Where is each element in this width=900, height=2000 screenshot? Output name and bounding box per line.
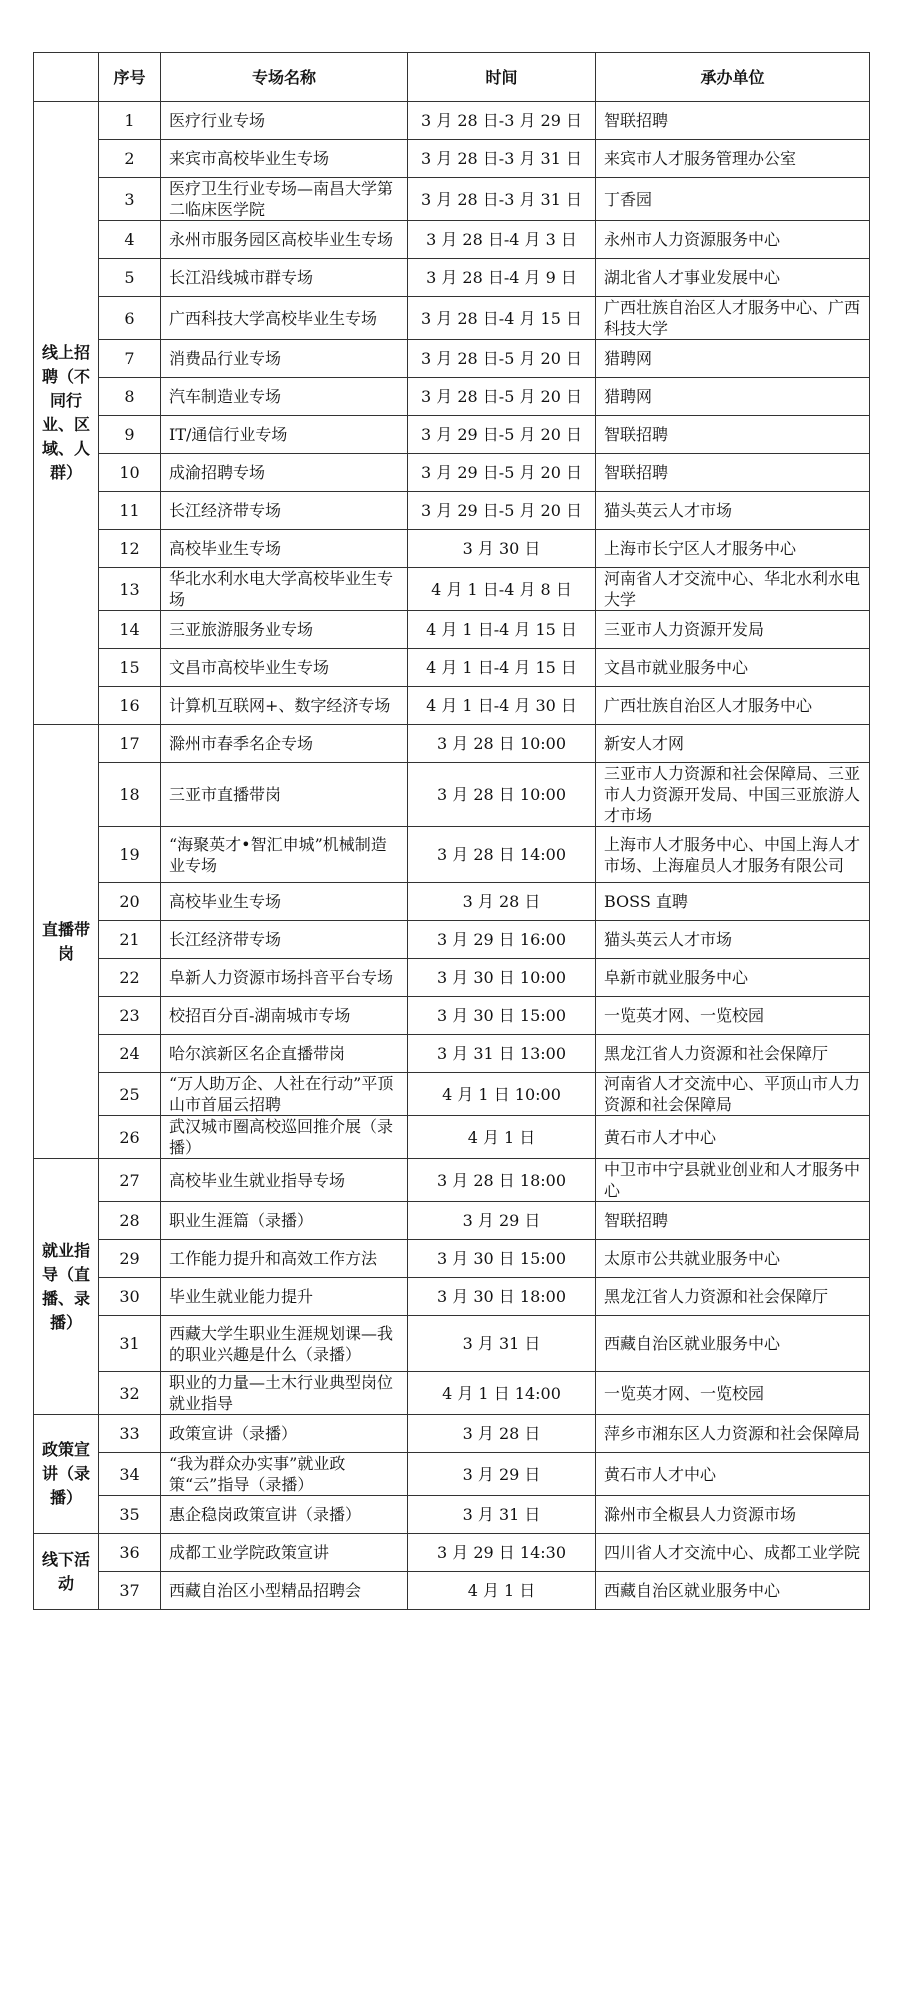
- organizer-cell: 阜新市就业服务中心: [596, 959, 870, 997]
- serial-number-cell: 25: [99, 1073, 161, 1116]
- serial-number-cell: 24: [99, 1035, 161, 1073]
- organizer-cell: 四川省人才交流中心、成都工业学院: [596, 1534, 870, 1572]
- organizer-cell: 广西壮族自治区人才服务中心、广西科技大学: [596, 297, 870, 340]
- header-organizer: 承办单位: [596, 53, 870, 102]
- session-name-cell: IT/通信行业专场: [161, 416, 408, 454]
- time-cell: 3 月 28 日-3 月 29 日: [408, 102, 596, 140]
- session-name-cell: 哈尔滨新区名企直播带岗: [161, 1035, 408, 1073]
- category-label: 就业指导（直播、录播）: [41, 1240, 90, 1332]
- serial-number-cell: 31: [99, 1316, 161, 1372]
- table-row: [34, 178, 870, 221]
- organizer-cell: 永州市人力资源服务中心: [596, 221, 870, 259]
- table-row: [34, 1240, 870, 1278]
- header-category: [34, 53, 99, 102]
- serial-number-cell: 18: [99, 763, 161, 827]
- serial-number-cell: 16: [99, 687, 161, 725]
- session-name-cell: 政策宣讲（录播）: [161, 1415, 408, 1453]
- time-cell: 4 月 1 日 14:00: [408, 1372, 596, 1415]
- time-cell: 4 月 1 日-4 月 15 日: [408, 649, 596, 687]
- category-cell: [34, 102, 99, 725]
- session-name-cell: 成渝招聘专场: [161, 454, 408, 492]
- organizer-cell: 一览英才网、一览校园: [596, 1372, 870, 1415]
- table-row: [34, 1035, 870, 1073]
- serial-number-cell: 32: [99, 1372, 161, 1415]
- table-row: [34, 611, 870, 649]
- organizer-cell: 西藏自治区就业服务中心: [596, 1316, 870, 1372]
- session-name-cell: 汽车制造业专场: [161, 378, 408, 416]
- session-name-cell: 武汉城市圈高校巡回推介展（录播）: [161, 1116, 408, 1159]
- table-row: [34, 1316, 870, 1372]
- table-row: [34, 1496, 870, 1534]
- table-row: [34, 259, 870, 297]
- time-cell: 3 月 31 日 13:00: [408, 1035, 596, 1073]
- table-row: [34, 1073, 870, 1116]
- session-name-cell: 三亚旅游服务业专场: [161, 611, 408, 649]
- serial-number-cell: 13: [99, 568, 161, 611]
- serial-number-cell: 33: [99, 1415, 161, 1453]
- serial-number-cell: 17: [99, 725, 161, 763]
- organizer-cell: 三亚市人力资源开发局: [596, 611, 870, 649]
- organizer-cell: 智联招聘: [596, 102, 870, 140]
- session-name-cell: 校招百分百-湖南城市专场: [161, 997, 408, 1035]
- serial-number-cell: 23: [99, 997, 161, 1035]
- organizer-cell: 黄石市人才中心: [596, 1453, 870, 1496]
- session-name-cell: 医疗行业专场: [161, 102, 408, 140]
- table-row: [34, 140, 870, 178]
- serial-number-cell: 4: [99, 221, 161, 259]
- table-row: [34, 763, 870, 827]
- table-row: [34, 1202, 870, 1240]
- category-label: 线下活动: [41, 1549, 90, 1593]
- category-label: 直播带岗: [41, 919, 90, 963]
- organizer-cell: 河南省人才交流中心、华北水利水电大学: [596, 568, 870, 611]
- table-row: [34, 1534, 870, 1572]
- session-name-cell: “万人助万企、人社在行动”平顶山市首届云招聘: [161, 1073, 408, 1116]
- organizer-cell: 黄石市人才中心: [596, 1116, 870, 1159]
- serial-number-cell: 7: [99, 340, 161, 378]
- organizer-cell: 黑龙江省人力资源和社会保障厅: [596, 1035, 870, 1073]
- time-cell: 3 月 28 日-4 月 15 日: [408, 297, 596, 340]
- organizer-cell: 一览英才网、一览校园: [596, 997, 870, 1035]
- category-cell: [34, 1534, 99, 1610]
- organizer-cell: 猎聘网: [596, 340, 870, 378]
- organizer-cell: 湖北省人才事业发展中心: [596, 259, 870, 297]
- header-serial-number: 序号: [99, 53, 161, 102]
- serial-number-cell: 3: [99, 178, 161, 221]
- session-name-cell: 文昌市高校毕业生专场: [161, 649, 408, 687]
- time-cell: 4 月 1 日-4 月 30 日: [408, 687, 596, 725]
- table-row: [34, 1159, 870, 1202]
- table-row: [34, 997, 870, 1035]
- header-session-name: 专场名称: [161, 53, 408, 102]
- serial-number-cell: 30: [99, 1278, 161, 1316]
- time-cell: 3 月 28 日-3 月 31 日: [408, 178, 596, 221]
- session-name-cell: 消费品行业专场: [161, 340, 408, 378]
- time-cell: 3 月 30 日: [408, 530, 596, 568]
- serial-number-cell: 35: [99, 1496, 161, 1534]
- serial-number-cell: 14: [99, 611, 161, 649]
- session-name-cell: 高校毕业生专场: [161, 530, 408, 568]
- serial-number-cell: 10: [99, 454, 161, 492]
- time-cell: 3 月 28 日: [408, 1415, 596, 1453]
- organizer-cell: 上海市人才服务中心、中国上海人才市场、上海雇员人才服务有限公司: [596, 827, 870, 883]
- time-cell: 3 月 29 日-5 月 20 日: [408, 454, 596, 492]
- session-name-cell: 来宾市高校毕业生专场: [161, 140, 408, 178]
- time-cell: 3 月 29 日: [408, 1453, 596, 1496]
- table-row: [34, 959, 870, 997]
- time-cell: 3 月 28 日 10:00: [408, 725, 596, 763]
- table-row: [34, 454, 870, 492]
- organizer-cell: 智联招聘: [596, 1202, 870, 1240]
- organizer-cell: 太原市公共就业服务中心: [596, 1240, 870, 1278]
- organizer-cell: 来宾市人才服务管理办公室: [596, 140, 870, 178]
- serial-number-cell: 6: [99, 297, 161, 340]
- serial-number-cell: 15: [99, 649, 161, 687]
- table-row: [34, 492, 870, 530]
- serial-number-cell: 9: [99, 416, 161, 454]
- session-name-cell: “海聚英才•智汇申城”机械制造业专场: [161, 827, 408, 883]
- session-name-cell: 长江经济带专场: [161, 492, 408, 530]
- time-cell: 3 月 29 日 14:30: [408, 1534, 596, 1572]
- table-row: [34, 416, 870, 454]
- time-cell: 3 月 30 日 15:00: [408, 997, 596, 1035]
- serial-number-cell: 2: [99, 140, 161, 178]
- session-name-cell: 工作能力提升和高效工作方法: [161, 1240, 408, 1278]
- table-row: [34, 687, 870, 725]
- time-cell: 3 月 30 日 15:00: [408, 1240, 596, 1278]
- session-name-cell: 高校毕业生专场: [161, 883, 408, 921]
- session-name-cell: 阜新人力资源市场抖音平台专场: [161, 959, 408, 997]
- session-name-cell: 滁州市春季名企专场: [161, 725, 408, 763]
- category-label: 线上招聘（不同行业、区域、人群）: [41, 343, 90, 482]
- serial-number-cell: 22: [99, 959, 161, 997]
- session-name-cell: 毕业生就业能力提升: [161, 1278, 408, 1316]
- session-name-cell: 职业的力量—土木行业典型岗位就业指导: [161, 1372, 408, 1415]
- session-name-cell: 职业生涯篇（录播）: [161, 1202, 408, 1240]
- serial-number-cell: 29: [99, 1240, 161, 1278]
- table-row: [34, 1116, 870, 1159]
- organizer-cell: 智联招聘: [596, 454, 870, 492]
- time-cell: 4 月 1 日: [408, 1572, 596, 1610]
- table-row: [34, 1278, 870, 1316]
- schedule-table-container: [33, 52, 869, 1610]
- table-row: [34, 1572, 870, 1610]
- time-cell: 3 月 28 日: [408, 883, 596, 921]
- table-row: [34, 921, 870, 959]
- serial-number-cell: 26: [99, 1116, 161, 1159]
- session-name-cell: 三亚市直播带岗: [161, 763, 408, 827]
- serial-number-cell: 12: [99, 530, 161, 568]
- organizer-cell: 上海市长宁区人才服务中心: [596, 530, 870, 568]
- time-cell: 4 月 1 日-4 月 15 日: [408, 611, 596, 649]
- category-cell: [34, 725, 99, 1159]
- time-cell: 3 月 28 日-3 月 31 日: [408, 140, 596, 178]
- organizer-cell: 猫头英云人才市场: [596, 921, 870, 959]
- organizer-cell: 西藏自治区就业服务中心: [596, 1572, 870, 1610]
- session-name-cell: 西藏大学生职业生涯规划课—我的职业兴趣是什么（录播）: [161, 1316, 408, 1372]
- header-time: 时间: [408, 53, 596, 102]
- time-cell: 3 月 28 日-4 月 3 日: [408, 221, 596, 259]
- time-cell: 3 月 28 日 14:00: [408, 827, 596, 883]
- organizer-cell: 猫头英云人才市场: [596, 492, 870, 530]
- time-cell: 3 月 30 日 18:00: [408, 1278, 596, 1316]
- table-header-row: [34, 53, 870, 102]
- session-name-cell: 长江经济带专场: [161, 921, 408, 959]
- table-row: [34, 340, 870, 378]
- organizer-cell: 滁州市全椒县人力资源市场: [596, 1496, 870, 1534]
- session-name-cell: 惠企稳岗政策宣讲（录播）: [161, 1496, 408, 1534]
- serial-number-cell: 20: [99, 883, 161, 921]
- time-cell: 4 月 1 日-4 月 8 日: [408, 568, 596, 611]
- organizer-cell: 新安人才网: [596, 725, 870, 763]
- serial-number-cell: 34: [99, 1453, 161, 1496]
- time-cell: 3 月 28 日-4 月 9 日: [408, 259, 596, 297]
- organizer-cell: 三亚市人力资源和社会保障局、三亚市人力资源开发局、中国三亚旅游人才市场: [596, 763, 870, 827]
- organizer-cell: 中卫市中宁县就业创业和人才服务中心: [596, 1159, 870, 1202]
- table-row: [34, 1372, 870, 1415]
- table-row: [34, 530, 870, 568]
- time-cell: 3 月 29 日-5 月 20 日: [408, 492, 596, 530]
- table-row: [34, 102, 870, 140]
- time-cell: 3 月 29 日-5 月 20 日: [408, 416, 596, 454]
- time-cell: 3 月 29 日 16:00: [408, 921, 596, 959]
- session-name-cell: 成都工业学院政策宣讲: [161, 1534, 408, 1572]
- organizer-cell: 文昌市就业服务中心: [596, 649, 870, 687]
- table-body: [34, 102, 870, 1610]
- serial-number-cell: 11: [99, 492, 161, 530]
- organizer-cell: 广西壮族自治区人才服务中心: [596, 687, 870, 725]
- session-name-cell: 医疗卫生行业专场—南昌大学第二临床医学院: [161, 178, 408, 221]
- session-name-cell: 长江沿线城市群专场: [161, 259, 408, 297]
- time-cell: 3 月 31 日: [408, 1496, 596, 1534]
- time-cell: 3 月 31 日: [408, 1316, 596, 1372]
- organizer-cell: 萍乡市湘东区人力资源和社会保障局: [596, 1415, 870, 1453]
- session-name-cell: 永州市服务园区高校毕业生专场: [161, 221, 408, 259]
- serial-number-cell: 27: [99, 1159, 161, 1202]
- organizer-cell: 猎聘网: [596, 378, 870, 416]
- table-row: [34, 1453, 870, 1496]
- time-cell: 3 月 28 日-5 月 20 日: [408, 378, 596, 416]
- job-fair-schedule-table: [33, 52, 870, 1610]
- table-row: [34, 378, 870, 416]
- serial-number-cell: 36: [99, 1534, 161, 1572]
- session-name-cell: 广西科技大学高校毕业生专场: [161, 297, 408, 340]
- serial-number-cell: 8: [99, 378, 161, 416]
- table-row: [34, 827, 870, 883]
- time-cell: 3 月 30 日 10:00: [408, 959, 596, 997]
- session-name-cell: 西藏自治区小型精品招聘会: [161, 1572, 408, 1610]
- organizer-cell: 河南省人才交流中心、平顶山市人力资源和社会保障局: [596, 1073, 870, 1116]
- session-name-cell: 高校毕业生就业指导专场: [161, 1159, 408, 1202]
- category-cell: [34, 1415, 99, 1534]
- time-cell: 3 月 29 日: [408, 1202, 596, 1240]
- time-cell: 4 月 1 日: [408, 1116, 596, 1159]
- category-label: 政策宣讲（录播）: [41, 1440, 90, 1507]
- time-cell: 3 月 28 日 18:00: [408, 1159, 596, 1202]
- session-name-cell: 计算机互联网+、数字经济专场: [161, 687, 408, 725]
- organizer-cell: 丁香园: [596, 178, 870, 221]
- session-name-cell: “我为群众办实事”就业政策“云”指导（录播）: [161, 1453, 408, 1496]
- time-cell: 4 月 1 日 10:00: [408, 1073, 596, 1116]
- time-cell: 3 月 28 日 10:00: [408, 763, 596, 827]
- serial-number-cell: 19: [99, 827, 161, 883]
- organizer-cell: BOSS 直聘: [596, 883, 870, 921]
- serial-number-cell: 5: [99, 259, 161, 297]
- serial-number-cell: 37: [99, 1572, 161, 1610]
- table-row: [34, 1415, 870, 1453]
- category-cell: [34, 1159, 99, 1415]
- serial-number-cell: 21: [99, 921, 161, 959]
- organizer-cell: 智联招聘: [596, 416, 870, 454]
- serial-number-cell: 28: [99, 1202, 161, 1240]
- time-cell: 3 月 28 日-5 月 20 日: [408, 340, 596, 378]
- table-row: [34, 883, 870, 921]
- table-row: [34, 568, 870, 611]
- session-name-cell: 华北水利水电大学高校毕业生专场: [161, 568, 408, 611]
- table-row: [34, 725, 870, 763]
- organizer-cell: 黑龙江省人力资源和社会保障厅: [596, 1278, 870, 1316]
- serial-number-cell: 1: [99, 102, 161, 140]
- table-row: [34, 649, 870, 687]
- table-row: [34, 221, 870, 259]
- table-row: [34, 297, 870, 340]
